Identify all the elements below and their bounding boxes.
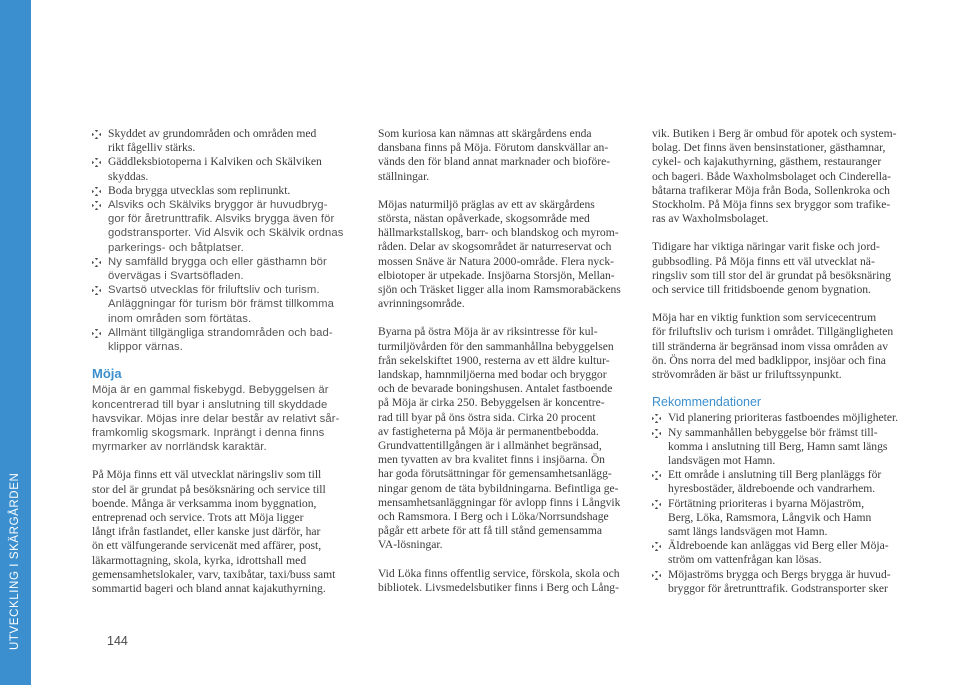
text-line: godstransporter. Vid Alsvik och Skälvik ordnas <box>108 227 344 240</box>
text-line: Ny samfälld brygga och eller gästhamn bör <box>108 255 327 268</box>
text-line: På Möja finns ett väl utvecklat näringsliv som till <box>92 468 322 482</box>
bullet-list-recommendations <box>652 411 914 596</box>
text-line: men tyvatten av bra kvalitet finns i insjöarna. Ön <box>378 453 605 467</box>
text-line: Skyddet av grundområden och områden med <box>108 127 317 140</box>
text-line: gemensamhetslokaler, varv, taxibåtar, taxi/buss samt <box>92 567 336 581</box>
text-line: Boda brygga utvecklas som repliпunkt. <box>108 183 291 197</box>
bullet-item <box>92 155 360 183</box>
paragraph <box>378 198 634 312</box>
text-line: och bageri. Både Waxholmsbolaget och Cinderella- <box>652 169 892 183</box>
text-line: Allmänt tillgängliga strandområden och bad- <box>108 326 333 339</box>
bullet-list-1 <box>92 127 360 198</box>
text-line: Vid Löka finns offentlig service, förskola, skola och <box>378 566 620 580</box>
text-line: på Möja är cirka 250. Bebyggelsen är koncentre- <box>378 396 605 410</box>
text-line: stor del är grundat på besöksnäring och service till <box>92 482 326 496</box>
bullet-text <box>108 155 322 182</box>
text-line: skyddas. <box>108 169 149 183</box>
diamond-bullet-icon <box>652 414 661 423</box>
diamond-bullet-icon <box>652 571 661 580</box>
text-line: har goda förutsättningar för gemensamhetsanlägg- <box>378 467 612 481</box>
bullet-item <box>92 255 360 283</box>
bullet-item <box>652 411 914 425</box>
text-line: Byarna på östra Möja är av riksintresse för kul- <box>378 325 598 339</box>
text-line: landskap, hamnmiljöerna med bodar och bryggor <box>378 368 607 382</box>
diamond-bullet-icon <box>92 158 101 167</box>
text-line: inom områden som förtätas. <box>108 312 252 325</box>
paragraph <box>652 127 914 226</box>
diamond-bullet-icon <box>92 130 101 139</box>
text-line: ningar genom de täta bybildningarna. Befintliga ge- <box>378 481 619 495</box>
text-line: till stränderna är begränsad inom vissa områden av <box>652 339 888 353</box>
text-line: råden. Delar av skogsområdet är naturreservat och <box>378 240 612 254</box>
bullet-item <box>92 326 360 354</box>
text-line: klippor värnas. <box>108 341 183 354</box>
text-line: båtarna trafikerar Möja från Boda, Sollenkroka och <box>652 183 890 197</box>
text-line: cykel- och kajakuthyrning, gästhem, restauranger <box>652 155 882 169</box>
section-heading-moja: Möja <box>92 366 122 382</box>
bullet-text <box>108 284 334 324</box>
text-line: av fastigheterna på Möja är permanentbebodda. <box>378 424 599 438</box>
text-line: Möja har en viktig funktion som servicecentrum <box>652 311 877 325</box>
text-line: Möjas naturmiljö präglas av ett av skärgårdens <box>378 197 595 211</box>
text-line: ön. Öns norra del med badklippor, insjöar och fina <box>652 353 886 367</box>
bullet-text <box>668 568 891 595</box>
text-line: och de bevarade boningshusen. Antalet fastboende <box>378 382 613 396</box>
paragraph <box>378 127 634 184</box>
text-line: komma i anslutning till Berg, Hamn samt längs <box>668 439 888 453</box>
text-line: landsvägen mot Hamn. <box>668 454 776 468</box>
text-line: största, nästan opåverkade, skogsområde med <box>378 212 590 226</box>
text-line: hyresbostäder, äldreboende och vandrarhem. <box>668 482 876 496</box>
text-line: ställningar. <box>378 169 430 183</box>
text-line: Tidigare har viktiga näringar varit fiske och jord- <box>652 240 880 254</box>
text-line: läkarmottagning, skola, kyrka, idrottshall med <box>92 553 307 567</box>
text-line: Gäddleksbiotoperna i Kalviken och Skälviken <box>108 155 322 169</box>
text-line: och service till fritidsboende genom bygnation. <box>652 283 871 297</box>
text-line: hällmarkstallskog, barr- och blandskog och myrom- <box>378 226 619 240</box>
text-line: och Ramsmora. I Berg och i Löka/Norrsundshage <box>378 510 609 524</box>
text-line: dansbana finns på Möja. Förutom danskvällar an- <box>378 141 609 155</box>
text-line: avrinningsområde. <box>378 297 465 311</box>
bullet-text <box>668 426 887 467</box>
text-line: ön ett välfungerande servicenät med affärer, post, <box>92 539 322 553</box>
text-line: framkomlig skogsmark. Inprängt i denna finns <box>92 427 325 440</box>
text-line: Stockholm. På Möja finns sex bryggor som trafike- <box>652 198 891 212</box>
paragraph <box>92 383 360 454</box>
bullet-item <box>652 568 914 596</box>
diamond-bullet-icon <box>652 471 661 480</box>
column-2 <box>378 127 634 595</box>
text-line: vänds den för bland annat marknader och bioföre- <box>378 155 611 169</box>
text-line: rikt fågelliv stärks. <box>108 141 196 155</box>
diamond-bullet-icon <box>92 286 101 295</box>
diamond-bullet-icon <box>92 329 101 338</box>
bullet-item <box>652 426 914 469</box>
text-line: bibliotek. Livsmedelsbutiker finns i Berg och Lång- <box>378 580 619 594</box>
diamond-bullet-icon <box>652 500 661 509</box>
text-line: rad till byar på öns östra sida. Cirka 20 procent <box>378 410 596 424</box>
text-line: Förtätning prioriteras i byarna Möjaström, <box>668 496 865 510</box>
bullet-text <box>668 497 871 538</box>
text-line: havsvikar. Möjas inre delar består av relativt sår- <box>92 412 340 425</box>
bullet-text <box>668 468 881 495</box>
diamond-bullet-icon <box>92 187 101 196</box>
text-line: Grundvattentillgången är i allmänhet begränsad, <box>378 439 602 453</box>
bullet-item <box>652 497 914 540</box>
diamond-bullet-icon <box>652 429 661 438</box>
text-line: Svartsö utvecklas för friluftsliv och turism. <box>108 284 320 297</box>
text-line: sommartid bageri och bland annat kajakuthyrning. <box>92 582 326 596</box>
text-line: gubbsodling. På Möja finns ett väl utvecklat nä- <box>652 254 875 268</box>
text-line: ström om vattenfrågan kan lösas. <box>668 553 822 567</box>
text-line: myrmarker av norrländsk karaktär. <box>92 441 267 454</box>
bullet-text <box>108 127 316 154</box>
text-line: Anläggningar för turism bör främst tillkomma <box>108 298 335 311</box>
text-line: elbiotoper är utpekade. Insjöarna Storsjön, Mellan- <box>378 268 615 282</box>
text-line: ras av Waxholmsbolaget. <box>652 212 769 226</box>
text-line: ringsliv som till stor del är grundat på besöksnäring <box>652 268 891 282</box>
bullet-item <box>652 539 914 567</box>
text-line: pågår ett arbete för att få till stånd gemensamma <box>378 524 603 538</box>
column-3 <box>652 127 914 596</box>
text-line: boende. Många är verksamma inom byggnation, <box>92 496 317 510</box>
bullet-text <box>108 327 333 353</box>
bullet-item <box>652 468 914 496</box>
text-line: Ny sammanhållen bebyggelse bör främst till- <box>668 425 878 439</box>
text-line: entreprenad och service. Trots att Möja ligger <box>92 511 304 525</box>
paragraph <box>652 240 914 297</box>
text-line: bolag. Det finns även bensinstationer, gästhamnar, <box>652 141 886 155</box>
diamond-bullet-icon <box>652 542 661 551</box>
text-line: mossen Snäve är Natura 2000-område. Flera nyck- <box>378 254 614 268</box>
section-heading-recommendations: Rekommendationer <box>652 395 762 410</box>
bullet-item <box>92 198 360 255</box>
text-line: långt ifrån fastlandet, eller kanske just därför, har <box>92 525 321 539</box>
text-line: Vid planering prioriteras fastboendes möjligheter. <box>668 411 899 425</box>
text-line: Äldreboende kan anläggas vid Berg eller Möja- <box>668 539 889 553</box>
text-line: turmiljövården för den sammanhållna bebyggelsen <box>378 339 614 353</box>
bullet-text <box>668 539 889 566</box>
text-line: Som kuriosa kan nämnas att skärgårdens enda <box>378 127 592 140</box>
text-line: bryggor för åretrunttrafik. Godstransporter sker <box>668 581 888 595</box>
text-line: sjön och Träsket ligger alla inom Ramsmorabäckens <box>378 283 621 297</box>
text-line: övervägas i Svartsöfladen. <box>108 270 244 283</box>
text-line: Berg, Löka, Ramsmora, Långvik och Hamn <box>668 510 872 524</box>
text-line: mensamhetsanläggningar för avlopp finns i Långvik <box>378 495 621 509</box>
bullet-list-1b <box>92 198 360 354</box>
text-line: koncentrerad till byar i anslutning till skyddade <box>92 398 328 411</box>
bullet-item <box>92 184 360 198</box>
text-line: Möjaströms brygga och Bergs brygga är huvud- <box>668 567 891 581</box>
page-number: 144 <box>107 634 128 648</box>
paragraph <box>652 311 914 382</box>
text-line: gor för åretrunttrafik. Alsviks brygga även för <box>108 213 335 226</box>
text-line: från sekelskiftet 1900, resterna av ett äldre kultur- <box>378 353 610 367</box>
bullet-text <box>668 411 898 424</box>
diamond-bullet-icon <box>92 258 101 267</box>
text-line: VA-lösningar. <box>378 538 443 552</box>
bullet-item <box>92 127 360 155</box>
bullet-text <box>108 199 343 254</box>
bullet-item <box>92 283 360 326</box>
text-line: Möja är en gammal fiskebygd. Bebyggelsen är <box>92 384 329 397</box>
text-line: parkerings- och båtplatser. <box>108 241 244 254</box>
bullet-text <box>108 184 290 197</box>
text-line: vik. Butiken i Berg är ombud för apotek och system- <box>652 127 897 140</box>
text-line: för friluftsliv och turism i området. Tillgängligheten <box>652 325 894 339</box>
diamond-bullet-icon <box>92 201 101 210</box>
text-line: samt längs landsvägen mot Hamn. <box>668 525 828 539</box>
paragraph <box>378 567 634 595</box>
text-line: strövområden är bäst ur friluftssynpunkt. <box>652 368 842 382</box>
paragraph <box>378 325 634 552</box>
text-line: Ett område i anslutning till Berg planläggs för <box>668 468 882 482</box>
paragraph <box>92 468 360 596</box>
text-line: Alsviks och Skälviks bryggor är huvudbryg- <box>108 199 328 212</box>
column-1 <box>92 127 360 596</box>
bullet-text <box>108 256 327 282</box>
